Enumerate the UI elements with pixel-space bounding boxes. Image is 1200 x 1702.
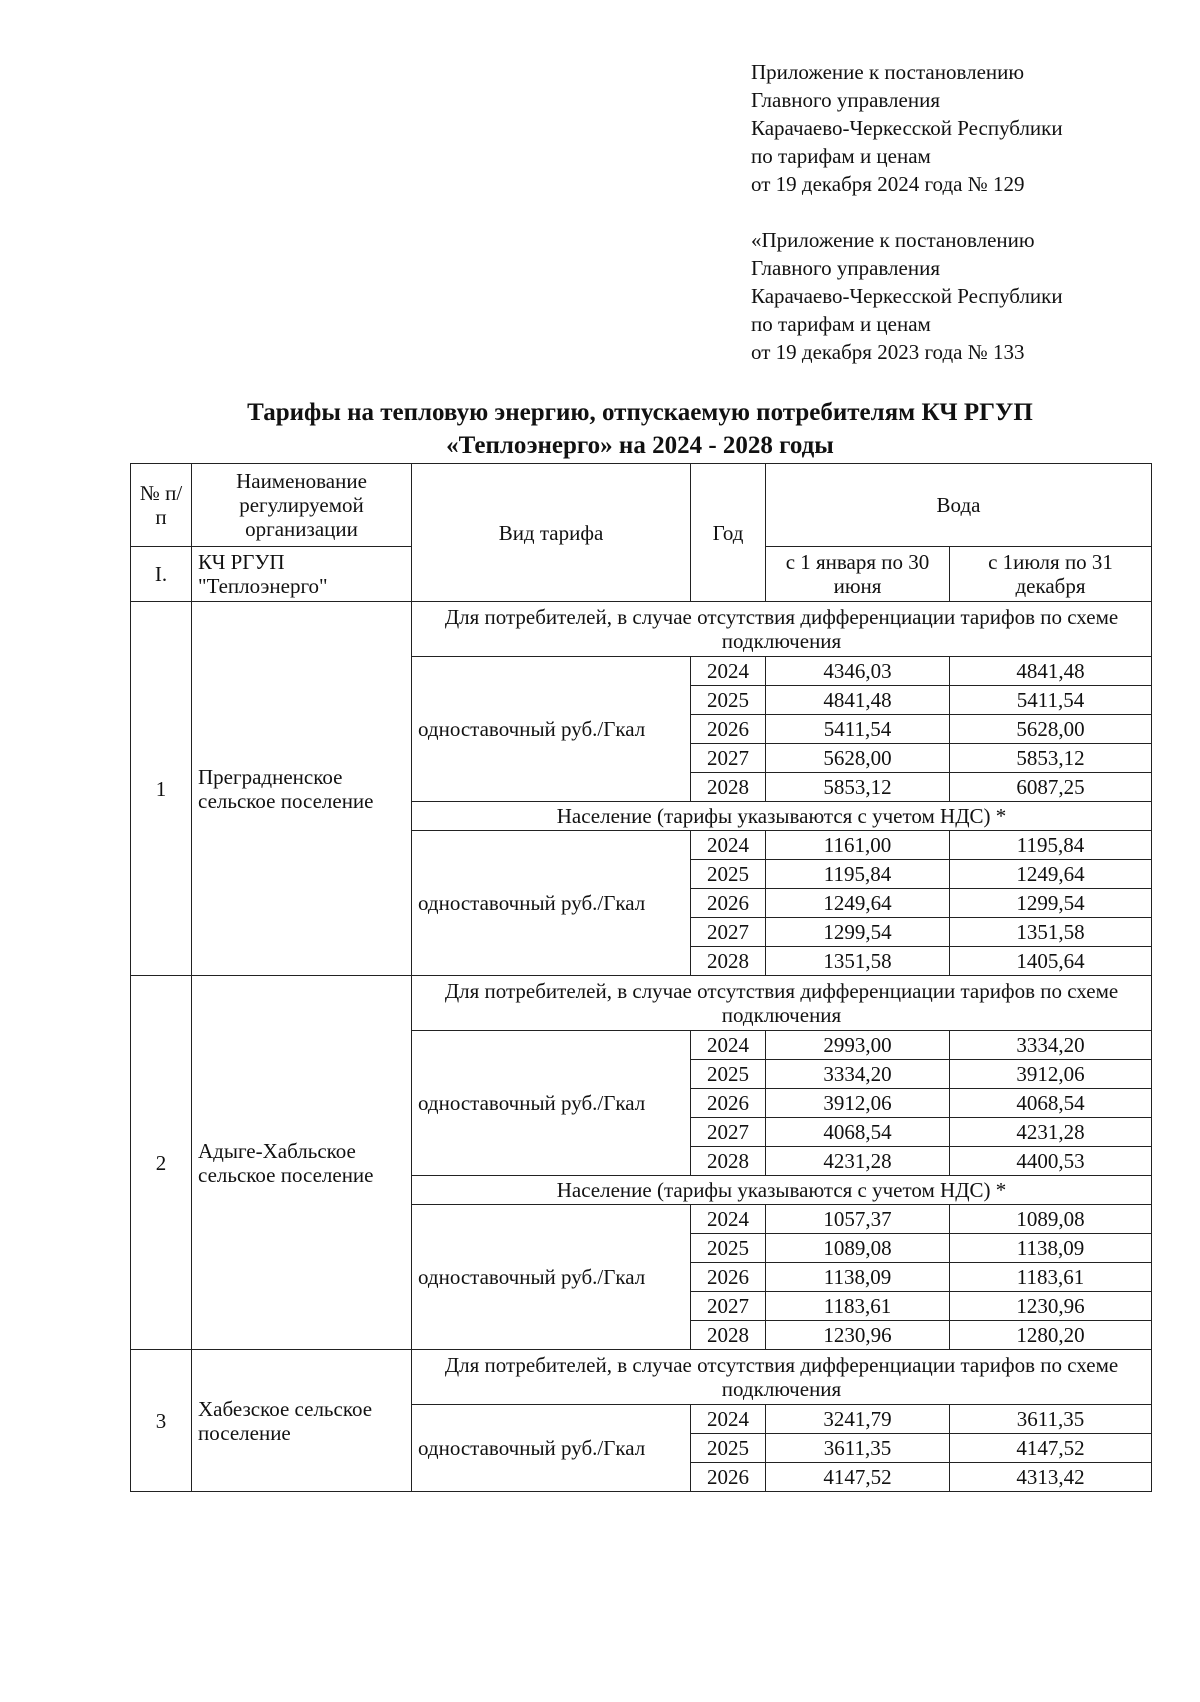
tariff-h1-cell: 5411,54 <box>766 715 950 744</box>
group-title-row <box>131 602 1152 657</box>
tariff-h2-cell: 5411,54 <box>950 686 1152 715</box>
appendix-line: по тарифам и ценам <box>751 312 931 336</box>
tariff-type-cell: одноставочный руб./Гкал <box>412 831 691 976</box>
tariff-h1-cell: 3611,35 <box>766 1434 950 1463</box>
group-title-row <box>131 976 1152 1031</box>
year-cell: 2026 <box>691 1263 766 1292</box>
section-number: 2 <box>131 976 192 1350</box>
tariff-h1-cell: 4346,03 <box>766 657 950 686</box>
year-cell: 2028 <box>691 1147 766 1176</box>
tariff-h2-cell: 3334,20 <box>950 1031 1152 1060</box>
year-cell: 2025 <box>691 1060 766 1089</box>
tariff-h1-cell: 1161,00 <box>766 831 950 860</box>
tariff-h2-cell: 1280,20 <box>950 1321 1152 1350</box>
tariff-h1-cell: 4841,48 <box>766 686 950 715</box>
tariff-h2-cell: 4068,54 <box>950 1089 1152 1118</box>
appendix-line: «Приложение к постановлению <box>751 228 1035 252</box>
group-title: Для потребителей, в случае отсутствия дифференциации тарифов по схеме подключения <box>412 976 1152 1031</box>
year-cell: 2027 <box>691 918 766 947</box>
section-org-name: Преградненское сельское поселение <box>192 602 412 976</box>
group-title: Для потребителей, в случае отсутствия дифференциации тарифов по схеме подключения <box>412 1350 1152 1405</box>
tariff-type-cell: одноставочный руб./Гкал <box>412 1031 691 1176</box>
tariff-h1-cell: 5853,12 <box>766 773 950 802</box>
header-org-name: Наименование регулируемой организации <box>192 464 412 547</box>
tariff-h1-cell: 1183,61 <box>766 1292 950 1321</box>
tariff-h2-cell: 1299,54 <box>950 889 1152 918</box>
year-cell: 2026 <box>691 1463 766 1492</box>
tariff-h1-cell: 1138,09 <box>766 1263 950 1292</box>
tariff-h2-cell: 4231,28 <box>950 1118 1152 1147</box>
group-title: Население (тарифы указываются с учетом НДС) * <box>412 802 1152 831</box>
tariff-h1-cell: 1299,54 <box>766 918 950 947</box>
group-title: Население (тарифы указываются с учетом НДС) * <box>412 1176 1152 1205</box>
year-cell: 2024 <box>691 657 766 686</box>
tariff-type-cell: одноставочный руб./Гкал <box>412 657 691 802</box>
year-cell: 2024 <box>691 1405 766 1434</box>
appendix-header-previous <box>751 226 1181 366</box>
tariff-h2-cell: 1195,84 <box>950 831 1152 860</box>
appendix-line: Карачаево-Черкесской Республики <box>751 284 1063 308</box>
title-line-2: «Теплоэнерго» на 2024 - 2028 годы <box>446 432 834 459</box>
year-cell: 2028 <box>691 1321 766 1350</box>
year-cell: 2026 <box>691 1089 766 1118</box>
header-number: № п/п <box>131 464 192 547</box>
section-org-name: Адыге-Хабльское сельское поселение <box>192 976 412 1350</box>
tariff-h1-cell: 3241,79 <box>766 1405 950 1434</box>
year-cell: 2028 <box>691 773 766 802</box>
document-title <box>140 396 1140 462</box>
tariff-table <box>130 463 1152 1492</box>
tariff-h2-cell: 1183,61 <box>950 1263 1152 1292</box>
year-cell: 2028 <box>691 947 766 976</box>
tariff-h2-cell: 4400,53 <box>950 1147 1152 1176</box>
tariff-h2-cell: 3912,06 <box>950 1060 1152 1089</box>
tariff-h1-cell: 1351,58 <box>766 947 950 976</box>
year-cell: 2024 <box>691 1031 766 1060</box>
tariff-h1-cell: 4147,52 <box>766 1463 950 1492</box>
tariff-h1-cell: 1089,08 <box>766 1234 950 1263</box>
tariff-h2-cell: 6087,25 <box>950 773 1152 802</box>
tariff-h2-cell: 4841,48 <box>950 657 1152 686</box>
year-cell: 2025 <box>691 686 766 715</box>
tariff-h2-cell: 1138,09 <box>950 1234 1152 1263</box>
tariff-h2-cell: 3611,35 <box>950 1405 1152 1434</box>
tariff-h2-cell: 1405,64 <box>950 947 1152 976</box>
org-name: КЧ РГУП "Теплоэнерго" <box>192 547 412 602</box>
appendix-line: от 19 декабря 2024 года № 129 <box>751 172 1025 196</box>
header-period-1: с 1 января по 30 июня <box>766 547 950 602</box>
section-number: 1 <box>131 602 192 976</box>
table-header-row <box>131 464 1152 547</box>
tariff-type-cell: одноставочный руб./Гкал <box>412 1205 691 1350</box>
tariff-h2-cell: 5853,12 <box>950 744 1152 773</box>
tariff-h1-cell: 3334,20 <box>766 1060 950 1089</box>
appendix-line: от 19 декабря 2023 года № 133 <box>751 340 1025 364</box>
year-cell: 2027 <box>691 744 766 773</box>
tariff-h2-cell: 5628,00 <box>950 715 1152 744</box>
tariff-h1-cell: 5628,00 <box>766 744 950 773</box>
year-cell: 2025 <box>691 1434 766 1463</box>
year-cell: 2025 <box>691 1234 766 1263</box>
tariff-h1-cell: 1195,84 <box>766 860 950 889</box>
tariff-h2-cell: 1230,96 <box>950 1292 1152 1321</box>
tariff-h1-cell: 4231,28 <box>766 1147 950 1176</box>
section-number: 3 <box>131 1350 192 1492</box>
appendix-line: по тарифам и ценам <box>751 144 931 168</box>
appendix-line: Приложение к постановлению <box>751 60 1025 84</box>
year-cell: 2027 <box>691 1118 766 1147</box>
year-cell: 2025 <box>691 860 766 889</box>
tariff-h1-cell: 4068,54 <box>766 1118 950 1147</box>
header-year: Год <box>691 464 766 602</box>
tariff-h1-cell: 1249,64 <box>766 889 950 918</box>
appendix-line: Главного управления <box>751 88 940 112</box>
year-cell: 2026 <box>691 889 766 918</box>
year-cell: 2026 <box>691 715 766 744</box>
tariff-h2-cell: 1089,08 <box>950 1205 1152 1234</box>
header-water: Вода <box>766 464 1152 547</box>
group-title-row <box>131 1350 1152 1405</box>
tariff-h1-cell: 2993,00 <box>766 1031 950 1060</box>
year-cell: 2027 <box>691 1292 766 1321</box>
tariff-h1-cell: 3912,06 <box>766 1089 950 1118</box>
tariff-h1-cell: 1230,96 <box>766 1321 950 1350</box>
group-title: Для потребителей, в случае отсутствия дифференциации тарифов по схеме подключения <box>412 602 1152 657</box>
tariff-h2-cell: 1351,58 <box>950 918 1152 947</box>
tariff-h2-cell: 4147,52 <box>950 1434 1152 1463</box>
section-org-name: Хабезское сельское поселение <box>192 1350 412 1492</box>
tariff-h2-cell: 4313,42 <box>950 1463 1152 1492</box>
org-number: I. <box>131 547 192 602</box>
tariff-h2-cell: 1249,64 <box>950 860 1152 889</box>
header-period-2: с 1июля по 31 декабря <box>950 547 1152 602</box>
title-line-1: Тарифы на тепловую энергию, отпускаемую потребителям КЧ РГУП <box>247 399 1033 426</box>
year-cell: 2024 <box>691 831 766 860</box>
appendix-header-current <box>751 58 1181 198</box>
appendix-line: Карачаево-Черкесской Республики <box>751 116 1063 140</box>
tariff-h1-cell: 1057,37 <box>766 1205 950 1234</box>
appendix-line: Главного управления <box>751 256 940 280</box>
tariff-type-cell: одноставочный руб./Гкал <box>412 1405 691 1492</box>
header-tariff-type: Вид тарифа <box>412 464 691 602</box>
year-cell: 2024 <box>691 1205 766 1234</box>
